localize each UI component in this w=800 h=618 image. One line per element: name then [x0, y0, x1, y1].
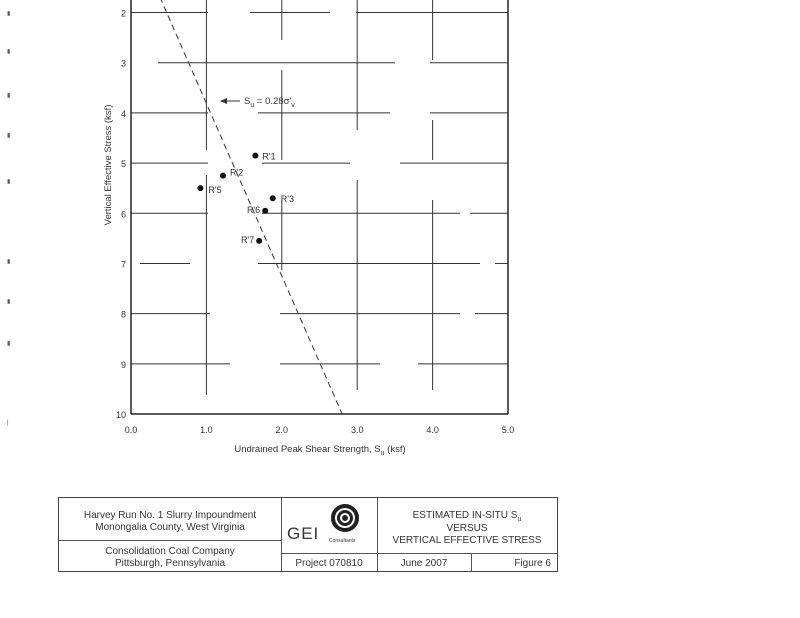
data-point [197, 185, 203, 191]
data-point [256, 238, 262, 244]
data-point-label: R'2 [229, 167, 244, 178]
client-name: Consolidation Coal Company [105, 546, 235, 557]
tick-labels [116, 9, 514, 435]
x-tick-label: 1.0 [200, 425, 213, 435]
y-tick-label: 3 [120, 58, 126, 69]
client-location: Pittsburgh, Pennsylvania [114, 558, 226, 569]
arrow-head-icon [220, 98, 227, 104]
y-tick-label: 9 [120, 359, 126, 370]
logo-swirl-icon [331, 504, 359, 532]
title-block [58, 497, 558, 572]
logo-text: GEI [287, 524, 320, 543]
y-tick-label: 8 [120, 309, 126, 320]
data-point-label: R'5 [208, 185, 222, 196]
figure-title-line1: ESTIMATED IN-SITU $S_u$ [412, 510, 522, 523]
data-point-label: R'7 [240, 234, 255, 245]
axes [131, 0, 508, 414]
y-tick-label: 7 [120, 259, 126, 270]
figure-title-line2: VERSUS [446, 523, 488, 534]
figure-title-line3: VERTICAL EFFECTIVE STRESS [392, 535, 542, 546]
y-tick-label: 4 [120, 108, 126, 119]
project-name: Harvey Run No. 1 Slurry Impoundment [83, 510, 257, 521]
data-points [197, 152, 294, 245]
data-point [262, 208, 268, 214]
data-point-label: R'6 [246, 204, 261, 215]
x-axis-label: Undrained Peak Shear Strength, $S_u$ (ksf) [234, 444, 406, 457]
data-point [252, 153, 258, 159]
data-point [270, 195, 276, 201]
figure-number: Figure 6 [514, 558, 551, 569]
y-axis-label: Vertical Effective Stress (ksf) [103, 104, 114, 226]
data-point-label: R'1 [262, 151, 276, 162]
x-tick-label: 2.0 [275, 425, 289, 435]
x-tick-label: 5.0 [501, 425, 515, 435]
x-tick-label: 4.0 [426, 425, 439, 435]
y-tick-label: 6 [120, 209, 126, 220]
y-tick-label: 10 [115, 410, 126, 420]
grid-lines [131, 0, 508, 395]
date: June 2007 [400, 558, 448, 569]
x-tick-label: 0.0 [124, 425, 138, 435]
y-tick-label: 2 [120, 8, 126, 19]
x-tick-label: 3.0 [350, 425, 364, 435]
trendline-label: $S_u = 0.28\sigma'_v$ [244, 96, 295, 109]
data-point-label: R'3 [280, 194, 294, 205]
project-number: Project 070810 [295, 558, 363, 569]
logo-subtitle: Consultants [329, 538, 356, 544]
data-point [220, 173, 226, 179]
y-tick-label: 5 [120, 159, 126, 170]
project-location: Monongalia County, West Virginia [95, 522, 245, 533]
gei-logo [285, 502, 373, 550]
